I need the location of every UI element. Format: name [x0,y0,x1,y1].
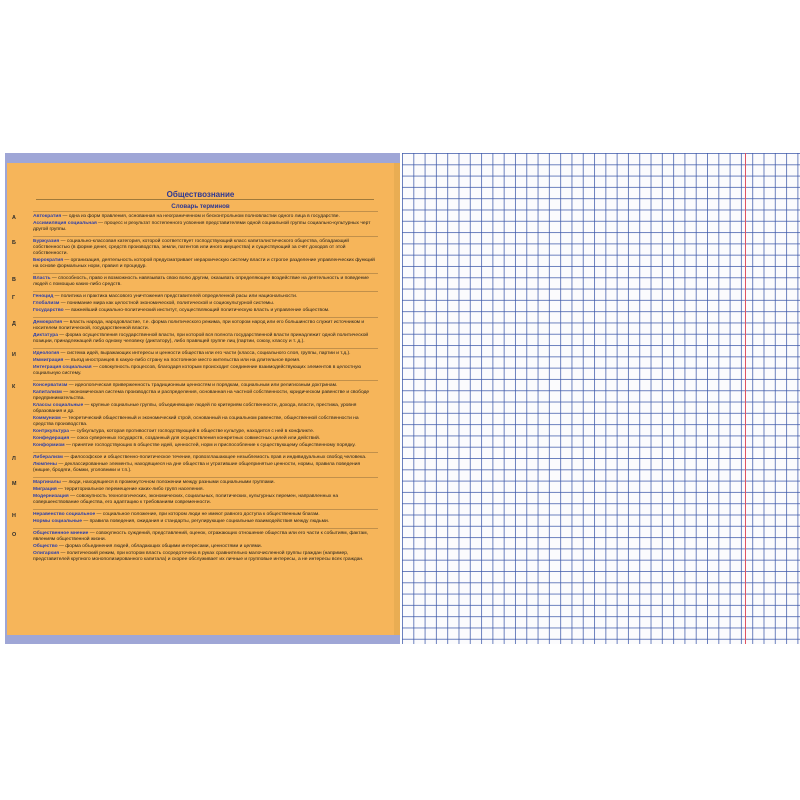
term: Автократия [33,214,62,219]
notebook-spread [5,153,800,644]
glossary-entry [33,390,378,402]
glossary-entry [33,276,378,288]
glossary-entry [33,358,378,364]
term: Люмпены [33,462,57,467]
glossary-entry [33,494,378,506]
term: Диктатура [33,333,58,338]
term: Капитализм [33,390,62,395]
term: Маргиналы [33,480,61,485]
group-letter: Н [12,513,16,519]
letter-group [12,452,378,477]
letter-group [12,528,378,566]
letter-group [12,348,378,380]
letter-group [12,317,378,348]
term: Олигархия [33,551,60,556]
group-letter: Д [12,321,16,327]
definition: — политика и практика массового уничтожения представителей определенной расы или национальности. [53,294,298,299]
group-letter: И [12,352,16,358]
definition: — совокупность суждений, представлений, оценок, отражающих отношение общества или его части к событиям, фактам, явлениям общественной жизни. [33,531,368,542]
group-letter: Г [12,295,16,301]
glossary-entry [33,365,378,377]
term: Общественное мнение [33,531,89,536]
definition: — люди, находящиеся в промежуточном положении между разными социальными группами. [60,480,275,485]
term: Общество [33,544,58,549]
page-title: Обществознание [166,190,235,199]
group-letter: А [12,215,16,221]
glossary-entry [33,239,378,257]
letter-group [12,380,378,452]
glossary-entry [33,544,378,550]
definition: — территориальное перемещение каких-либо групп населения. [56,487,204,492]
term: Геноцид [33,294,54,299]
term: Интеграция социальная [33,365,92,370]
definition: — совокупность процессов, благодаря которым происходит соединение взаимодействующих элементов в целостную социальную систему. [33,365,362,376]
glossary-entry [33,519,378,525]
term: Власть [33,276,51,281]
letter-group [12,273,378,291]
left-page [5,153,400,644]
glossary-entry [33,333,378,345]
term: Идеология [33,351,60,356]
divider [36,199,374,200]
definition: — организация, деятельность которой предусматривает иерархическую систему власти и строгое разделение управленческих функций на основе формальных норм, правил и процедур. [33,258,375,269]
definition: — социальное положение, при котором люди не имеют равного доступа к общественным благам. [95,512,320,517]
term: Модернизация [33,494,69,499]
definition: — философское и общественно-политическое течение, провозглашающее незыблемость прав и индивидуальных свобод человека. [62,455,367,460]
group-letter: М [12,481,17,487]
glossary-entry [33,462,378,474]
term: Классы социальные [33,403,84,408]
term: Неравенство социальное [33,512,96,517]
page-binding [394,163,400,635]
definition: — правила поведения, ожидания и стандарты, регулирующие социальные взаимодействия между людьми. [82,519,330,524]
glossary-entry [33,487,378,493]
term: Буржуазия [33,239,60,244]
term: Либерализм [33,455,63,460]
glossary-entry [33,258,378,270]
definition: — политический режим, при котором власть сосредоточена в руках сравнительно малочисленной группы граждан (например, представителей крупного монополизированного капитала) и скорее обслуживает их личные и групповые интересы, а не интересы всех граждан. [33,551,364,562]
page-subtitle: Словарь терминов [171,203,230,210]
definition: — экономическая система производства и распределения, основанная на частной собственности, юридическом равенстве и свободе предпринимательства. [33,390,370,401]
glossary-entry [33,429,378,435]
definition: — союз суверенных государств, созданный для осуществления конкретных совместных целей или действий. [69,436,321,441]
cheat-sheet-panel [7,163,394,635]
grid-page [402,153,800,644]
definition: — социально-классовая категория, которой соответствует господствующий класс капиталистического общества, обладающий собственностью (в форме денег, средств производства, земли, патентов или иного имущества) и существующий за счёт доходов от этой собственности. [33,239,349,256]
term: Государство [33,308,64,313]
group-letter: Б [12,240,16,246]
definition: — крупные социальные группы, объединяющие людей по критериям собственности, дохода, власти, престижа, уровня образования и др. [33,403,357,414]
letter-group [12,477,378,509]
group-letter: К [12,384,16,390]
term: Конфедерация [33,436,70,441]
group-letter: В [12,277,16,283]
term: Конформизм [33,443,65,448]
term: Консерватизм [33,383,68,388]
glossary-entry [33,403,378,415]
definition: — власть народа, народовластие, т.е. форма политического режима, при котором народ или его большинство служит источником и носителем политической, государственной власти. [33,320,365,331]
term: Ассимиляция социальная [33,221,97,226]
term: Глобализм [33,301,60,306]
glossary-entry [33,551,378,563]
glossary-entry [33,416,378,428]
term: Контркультура [33,429,69,434]
term: Демократия [33,320,63,325]
definition: — деклассированные элементы, находящиеся на дне общества и утратившие общепринятые ценности, нормы, правила поведения (нищие, бродяги, бомжи, уголовники и т.п.). [33,462,361,473]
glossary-entry [33,480,378,486]
definition: — въезд иностранцев в какую-либо страну на постоянное место жительства или на длительное время. [63,358,301,363]
definition: — теоретический общественный и экономический строй, основанный на социальном равенстве, общественной собственности на средства производства. [33,416,359,427]
glossary-entry [33,443,378,449]
definition: — важнейший социально-политический институт, осуществляющий политическую власть и управление обществом. [63,308,330,313]
definition: — процесс и результат постепенного усвоения представителями одной социальной группы социально-культурных черт другой группы. [33,221,371,232]
glossary-entry [33,294,378,300]
group-letter: Л [12,456,16,462]
term: Коммунизм [33,416,61,421]
definition: — принятие господствующих в обществе идей, ценностей, норм и приспособление к существующему общественному порядку. [64,443,356,448]
margin-line [745,153,746,644]
term: Иммиграция [33,358,64,363]
definition: — форма объединения людей, обладающих общими интересами, ценностями и целями. [57,544,262,549]
glossary-entry [33,455,378,461]
definition: — система идей, выражающих интересы и ценности общества или его части (класса, социального слоя, группы, партии и т.д.). [59,351,351,356]
glossary-entry [33,221,378,233]
definition: — понимание мира как целостной экономической, политической и социокультурной системы. [59,301,275,306]
glossary-entry [33,214,378,220]
glossary-entry [33,301,378,307]
glossary-entry [33,383,378,389]
letter-group [12,211,378,236]
letter-group [12,236,378,273]
glossary-entry [33,351,378,357]
term: Бюрократия [33,258,64,263]
glossary-entry [33,531,378,543]
letter-group [12,509,378,528]
term: Нормы социальные [33,519,82,524]
letter-group [12,291,378,317]
glossary-entry [33,436,378,442]
definition: — совокупность технологических, экономических, социальных, политических, культурных перемен, направленных на совершенствование общества, его адаптацию к требованиям современности. [33,494,339,505]
glossary-list [12,211,378,566]
definition: — субкультура, которая противостоит господствующей в обществе культуре, находится с ней в конфликте. [68,429,315,434]
definition: — форма осуществления государственной власти, при которой вся полнота государственной власти принадлежит одной политической позиции, принадлежащей либо одному человеку (диктатору), либо правящей группе лиц (партии, союзу, классу и т. д.). [33,333,369,344]
definition: — идеологическая приверженность традиционным ценностям и порядкам, социальным или религиозным доктринам. [67,383,338,388]
term: Миграция [33,487,57,492]
group-letter: О [12,532,17,538]
definition: — одна из форм правления, основанная на неограниченном и бесконтрольном полновластии одного лица в государстве. [61,214,340,219]
glossary-entry [33,320,378,332]
glossary-entry [33,308,378,314]
definition: — способность, право и возможность навязывать свою волю другим, оказывать определяющее воздействие на деятельность и поведение людей с помощью каких-либо средств. [33,276,369,287]
glossary-entry [33,512,378,518]
